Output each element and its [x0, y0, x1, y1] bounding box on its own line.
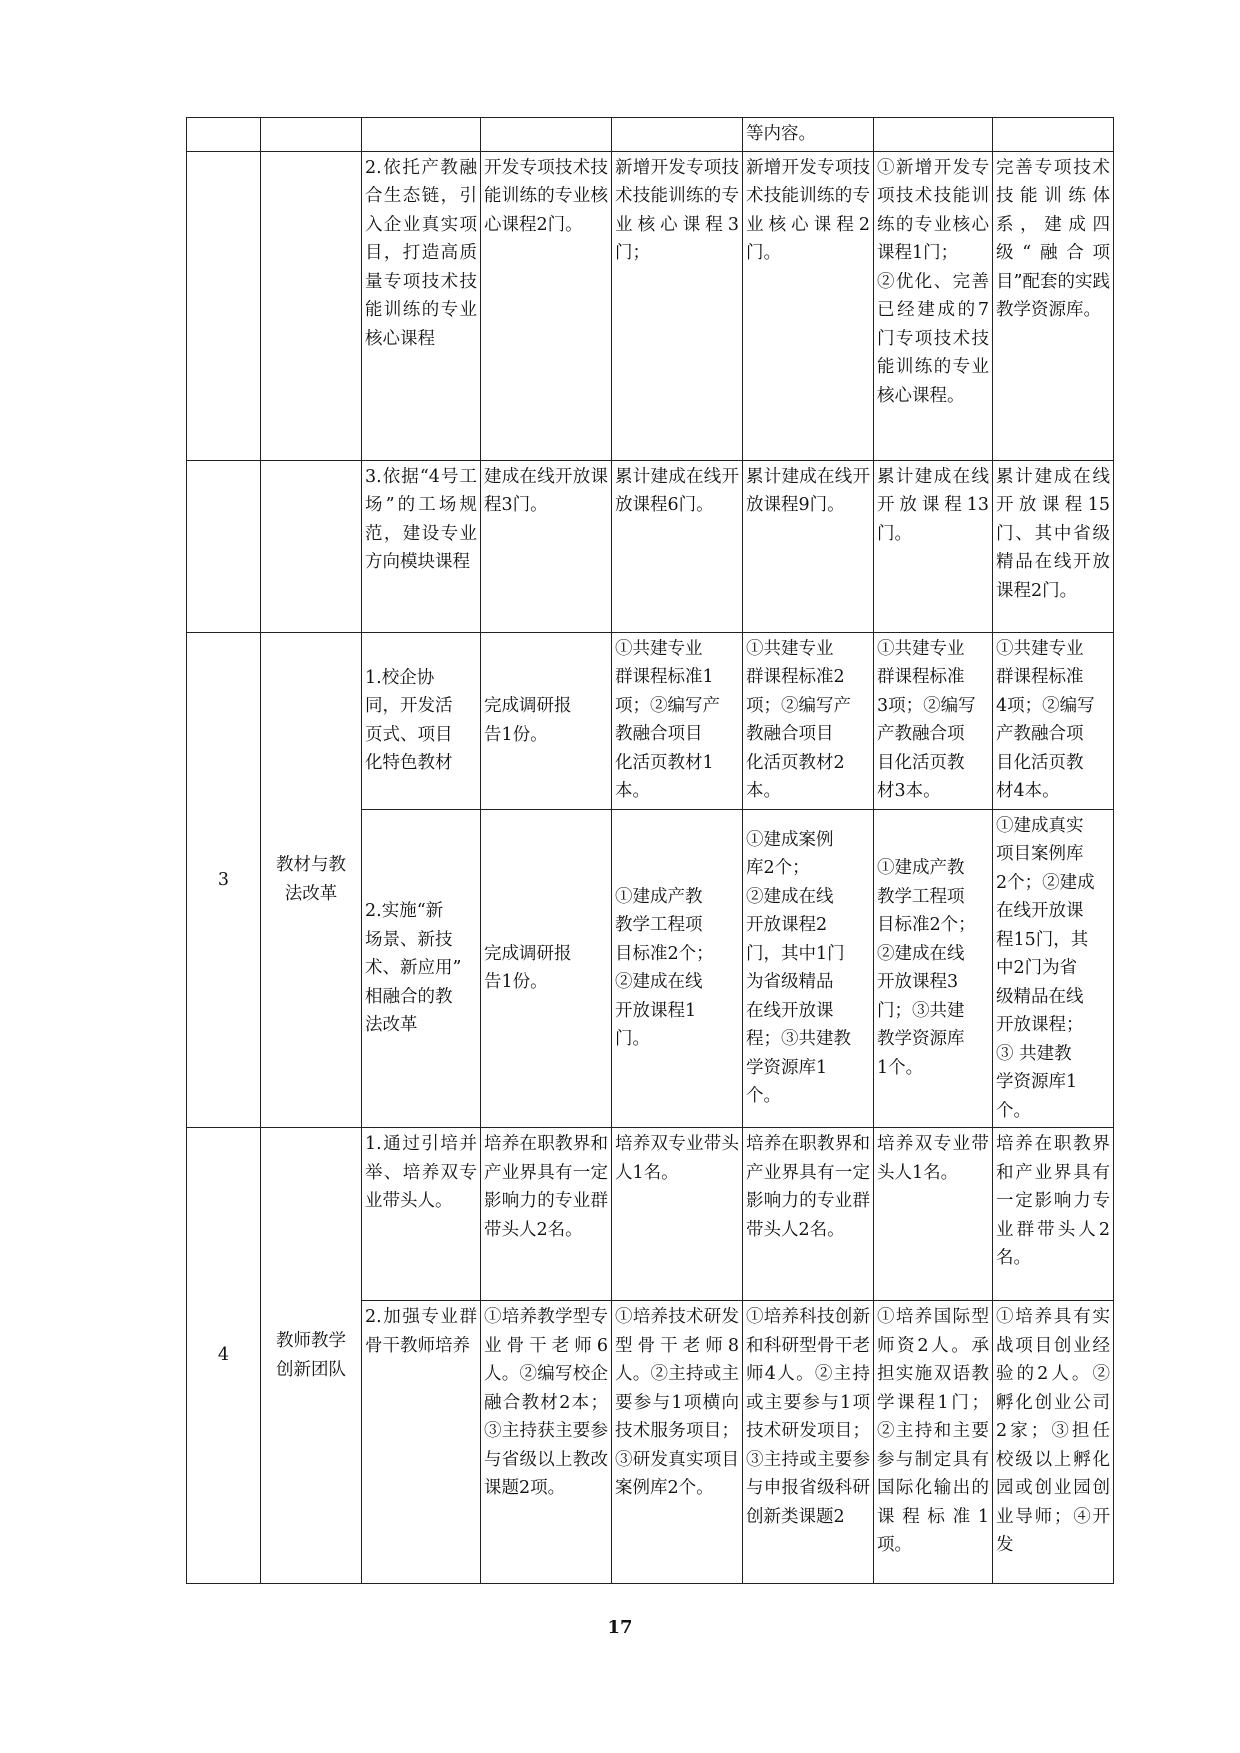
year3-cell [743, 809, 874, 1128]
year5-cell [993, 809, 1114, 1128]
seq-cell [187, 632, 261, 1128]
cell-text: ①培养科技创新和科研型骨干老师4人。②主持或主要参与1项技术研发项目；③主持或主要参与申报省级科研创新类课题2 [746, 1307, 870, 1527]
year4-cell [874, 1301, 993, 1584]
cell-text: ①共建专业 群课程标准1 项；②编写产 教融合项目 化活页教材1 本。 [615, 638, 720, 801]
project-cell [261, 118, 362, 152]
cell-text: 新增开发专项技术技能训练的专业核心课程2门。 [746, 157, 870, 263]
cell-text: 培养在职教界和产业界具有一定影响力专业群带头人2名。 [996, 1134, 1110, 1268]
page-number: 17 [607, 1617, 633, 1638]
plan-table [186, 117, 1114, 1584]
year3-cell [743, 118, 874, 152]
year5-cell [993, 460, 1114, 632]
seq-number: 4 [217, 1345, 230, 1366]
year2-cell [612, 1301, 743, 1584]
project-cell [261, 632, 362, 1128]
table-row [187, 118, 1114, 152]
task-cell [362, 1128, 481, 1301]
seq-cell [187, 151, 261, 460]
year3-cell [743, 1301, 874, 1584]
task-cell [362, 632, 481, 809]
cell-text: 培养双专业带头人1名。 [615, 1134, 739, 1183]
cell-text: ①建成真实 项目案例库 2个；②建成 在线开放课 程15门，其 中2门为省 级精品在线 开放课程； ③ 共建教 学资源库1 个。 [996, 815, 1095, 1121]
cell-text: 完成调研报 告1份。 [484, 943, 572, 993]
cell-text: 完成调研报 告1份。 [484, 696, 572, 745]
table-row [187, 1128, 1114, 1301]
year2-cell [612, 151, 743, 460]
cell-text: 等内容。 [746, 124, 816, 144]
cell-text: ①培养具有实战项目创业经验的2人。②孵化创业公司2家；③担任校级以上孵化园或创业园创业导师；④开发 [996, 1307, 1110, 1555]
year3-cell [743, 1128, 874, 1301]
year3-cell [743, 460, 874, 632]
year5-cell [993, 151, 1114, 460]
year2-cell [612, 1128, 743, 1301]
year4-cell [874, 632, 993, 809]
cell-text: ①培养技术研发型骨干老师8人。②主持或主要参与1项横向技术服务项目；③研发真实项目案例库2个。 [615, 1307, 739, 1498]
task-cell [362, 809, 481, 1128]
year4-cell [874, 151, 993, 460]
task-cell [362, 460, 481, 632]
cell-text: ①共建专业 群课程标准 3项；②编写 产教融合项 目化活页教 材3本。 [877, 638, 976, 801]
table-row [187, 460, 1114, 632]
task-cell [362, 1301, 481, 1584]
year1-cell [481, 460, 612, 632]
year1-cell [481, 1301, 612, 1584]
cell-text: 开发专项技术技能训练的专业核心课程2门。 [484, 157, 608, 235]
year1-cell [481, 809, 612, 1128]
year1-cell [481, 632, 612, 809]
task-cell [362, 151, 481, 460]
cell-text: 培养在职教界和产业界具有一定影响力的专业群带头人2名。 [746, 1134, 870, 1240]
year3-cell [743, 151, 874, 460]
cell-text: ①共建专业 群课程标准 4项；②编写 产教融合项 目化活页教 材4本。 [996, 638, 1095, 801]
cell-text: 新增开发专项技术技能训练的专业核心课程3门； [615, 157, 739, 263]
seq-cell [187, 118, 261, 152]
year4-cell [874, 460, 993, 632]
year4-cell [874, 809, 993, 1128]
cell-text: ①建成案例 库2个； ②建成在线 开放课程2 门，其中1门 为省级精品 在线开放课 程；③共建教 学资源库1 个。 [746, 829, 851, 1107]
project-cell [261, 1128, 362, 1584]
cell-text: 累计建成在线开放课程15门、其中省级精品在线开放课程2门。 [996, 466, 1110, 601]
cell-text: 培养在职教界和产业界具有一定影响力的专业群带头人2名。 [484, 1134, 608, 1240]
table-row [187, 151, 1114, 460]
seq-cell [187, 1128, 261, 1584]
cell-text: 累计建成在线开放课程13门。 [877, 466, 989, 544]
year4-cell [874, 1128, 993, 1301]
year1-cell [481, 151, 612, 460]
year2-cell [612, 632, 743, 809]
project-cell [261, 460, 362, 632]
task-text: 1.通过引培并举、培养双专业带头人。 [365, 1134, 477, 1211]
year5-cell [993, 1301, 1114, 1584]
seq-cell [187, 460, 261, 632]
table-row [187, 632, 1114, 809]
year2-cell [612, 809, 743, 1128]
cell-text: 建成在线开放课程3门。 [484, 466, 608, 515]
cell-text: ①培养国际型师资2人。承担实施双语教学课程1门；②主持和主要参与制定具有国际化输出的课程标准1项。 [877, 1307, 989, 1555]
cell-text: 完善专项技术技能训练体系，建成四级“融合项目”配套的实践教学资源库。 [996, 157, 1110, 320]
cell-text: 累计建成在线开放课程9门。 [746, 466, 870, 515]
task-text: 3.依据“4号工场”的工场规范，建设专业方向模块课程 [365, 466, 477, 572]
task-cell [362, 118, 481, 152]
year2-cell [612, 118, 743, 152]
task-text: 2.实施“新 场景、新技 术、新应用” 相融合的教 法改革 [365, 901, 462, 1035]
year5-cell [993, 118, 1114, 152]
year5-cell [993, 632, 1114, 809]
year2-cell [612, 460, 743, 632]
task-text: 2.依托产教融合生态链，引入企业真实项目，打造高质量专项技术技能训练的专业核心课程 [365, 157, 477, 349]
year3-cell [743, 632, 874, 809]
cell-text: ①新增开发专项技术技能训练的专业核心课程1门； ②优化、完善已经建成的7门专项技术技能训练的专业核心课程。 [877, 157, 989, 406]
seq-number: 3 [217, 869, 230, 890]
cell-text: ①共建专业 群课程标准2 项；②编写产 教融合项目 化活页教材2 本。 [746, 638, 851, 801]
year1-cell [481, 1128, 612, 1301]
project-name: 教材与教 法改革 [276, 855, 346, 904]
task-text: 1.校企协 同，开发活 页式、项目 化特色教材 [365, 667, 453, 773]
cell-text: 培养双专业带头人1名。 [877, 1134, 989, 1183]
year5-cell [993, 1128, 1114, 1301]
cell-text: ①建成产教 教学工程项 目标准2个； ②建成在线 开放课程1 门。 [615, 886, 714, 1050]
year4-cell [874, 118, 993, 152]
cell-text: ①建成产教 教学工程项 目标准2个； ②建成在线 开放课程3 门；③共建 教学资源库 1个。 [877, 858, 976, 1078]
project-name: 教师教学 创新团队 [276, 1331, 346, 1380]
task-text: 2.加强专业群骨干教师培养 [365, 1307, 477, 1356]
cell-text: 累计建成在线开放课程6门。 [615, 466, 739, 515]
project-cell [261, 151, 362, 460]
year1-cell [481, 118, 612, 152]
cell-text: ①培养教学型专业骨干老师6人。②编写校企融合教材2本；③主持获主要参与省级以上教改课题2项。 [484, 1307, 608, 1498]
